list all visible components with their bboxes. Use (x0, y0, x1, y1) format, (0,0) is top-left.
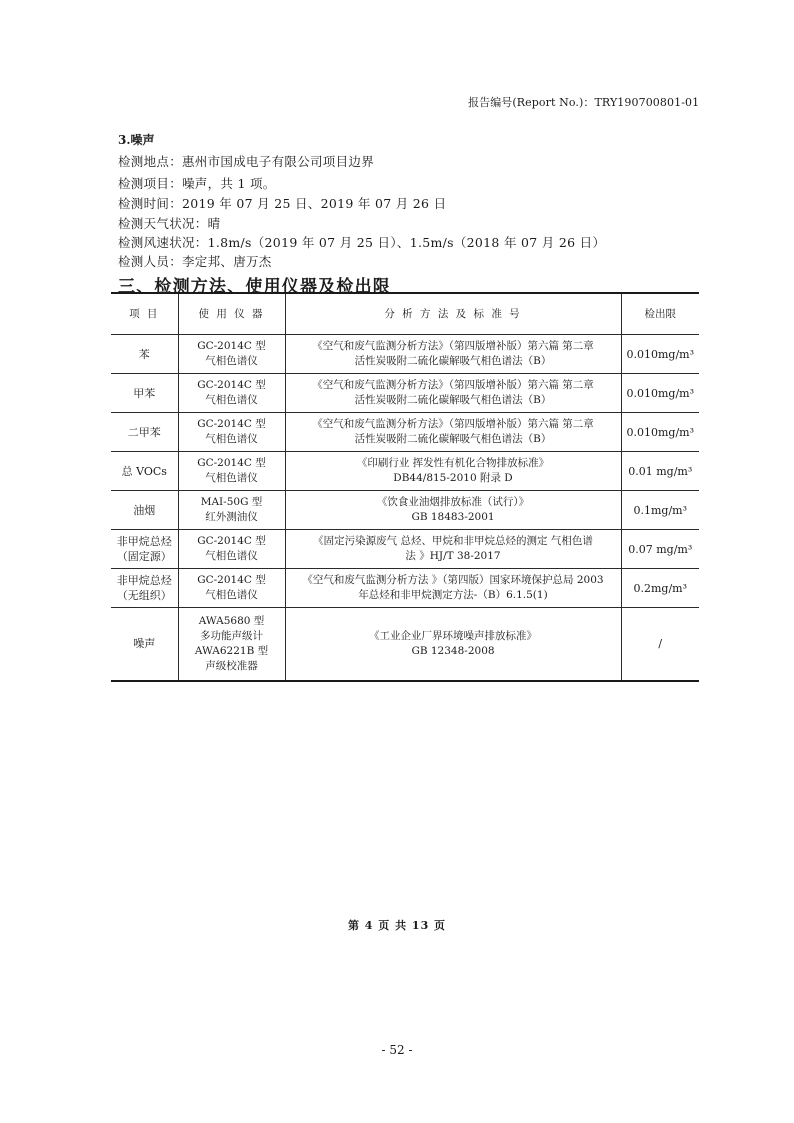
method-cell: 《空气和废气监测分析方法 》（第四版）国家环境保护总局 2003 年总烃和非甲烷测定方法-（B）6.1.5(1) (285, 569, 621, 608)
method-cell: 《空气和废气监测分析方法》（第四版增补版）第六篇 第二章 活性炭吸附二硫化碳解吸气相色谱法（B） (285, 374, 621, 413)
section-heading: 3.噪声 (118, 133, 155, 147)
table-row (111, 608, 699, 681)
limit-cell: 0.07 mg/m³ (621, 530, 699, 569)
test-personnel: 检测人员：李定邦、唐万杰 (118, 254, 272, 269)
item-cell: 噪声 (111, 608, 178, 681)
method-cell: 《固定污染源废气 总烃、甲烷和非甲烷总烃的测定 气相色谱 法 》HJ/T 38-2017 (285, 530, 621, 569)
limit-cell: / (621, 608, 699, 681)
instrument-cell: GC-2014C 型 气相色谱仪 (178, 530, 285, 569)
method-cell: 《饮食业油烟排放标准（试行）》 GB 18483-2001 (285, 491, 621, 530)
instrument-cell: GC-2014C 型 气相色谱仪 (178, 452, 285, 491)
method-cell: 《工业企业厂界环境噪声排放标准》 GB 12348-2008 (285, 608, 621, 681)
report-number: 报告编号(Report No.)：TRY190700801-01 (468, 96, 700, 109)
main-title: 三、检测方法、使用仪器及检出限 (118, 277, 391, 297)
test-items: 检测项目：噪声，共 1 项。 (118, 176, 276, 191)
table-row (111, 491, 699, 530)
method-cell: 《空气和废气监测分析方法》（第四版增补版）第六篇 第二章 活性炭吸附二硫化碳解吸气相色谱法（B） (285, 335, 621, 374)
test-weather: 检测天气状况：晴 (118, 216, 221, 231)
limit-cell: 0.010mg/m³ (621, 413, 699, 452)
instrument-cell: GC-2014C 型 气相色谱仪 (178, 413, 285, 452)
item-cell: 甲苯 (111, 374, 178, 413)
page-indicator: 第 4 页 共 13 页 (347, 919, 447, 932)
test-wind-speed: 检测风速状况：1.8m/s（2019 年 07 月 25 日）、1.5m/s（2018 年 07 月 26 日） (118, 235, 606, 250)
table-row (111, 335, 699, 374)
table-row (111, 413, 699, 452)
methods-table (111, 292, 699, 682)
item-cell: 非甲烷总烃 （无组织） (111, 569, 178, 608)
page-sequence: - 52 - (381, 1043, 413, 1057)
instrument-cell: MAI-50G 型 红外测油仪 (178, 491, 285, 530)
instrument-cell: GC-2014C 型 气相色谱仪 (178, 569, 285, 608)
instrument-cell: GC-2014C 型 气相色谱仪 (178, 335, 285, 374)
item-cell: 油烟 (111, 491, 178, 530)
item-cell: 苯 (111, 335, 178, 374)
header-instrument: 使 用 仪 器 (178, 293, 285, 335)
table-row (111, 452, 699, 491)
method-cell: 《印刷行业 挥发性有机化合物排放标准》 DB44/815-2010 附录 D (285, 452, 621, 491)
test-location: 检测地点：惠州市国成电子有限公司项目边界 (118, 154, 375, 169)
header-method: 分 析 方 法 及 标 准 号 (285, 293, 621, 335)
table-row (111, 530, 699, 569)
item-cell: 总 VOCs (111, 452, 178, 491)
limit-cell: 0.1mg/m³ (621, 491, 699, 530)
item-cell: 二甲苯 (111, 413, 178, 452)
header-limit: 检出限 (621, 293, 699, 335)
method-cell: 《空气和废气监测分析方法》（第四版增补版）第六篇 第二章 活性炭吸附二硫化碳解吸气相色谱法（B） (285, 413, 621, 452)
instrument-cell: AWA5680 型 多功能声级计 AWA6221B 型 声级校准器 (178, 608, 285, 681)
limit-cell: 0.2mg/m³ (621, 569, 699, 608)
item-cell: 非甲烷总烃 （固定源） (111, 530, 178, 569)
table-row (111, 374, 699, 413)
table-header-row (111, 293, 699, 335)
table-row (111, 569, 699, 608)
limit-cell: 0.010mg/m³ (621, 374, 699, 413)
limit-cell: 0.01 mg/m³ (621, 452, 699, 491)
limit-cell: 0.010mg/m³ (621, 335, 699, 374)
instrument-cell: GC-2014C 型 气相色谱仪 (178, 374, 285, 413)
header-item: 项 目 (111, 293, 178, 335)
test-time: 检测时间：2019 年 07 月 25 日、2019 年 07 月 26 日 (118, 196, 447, 211)
